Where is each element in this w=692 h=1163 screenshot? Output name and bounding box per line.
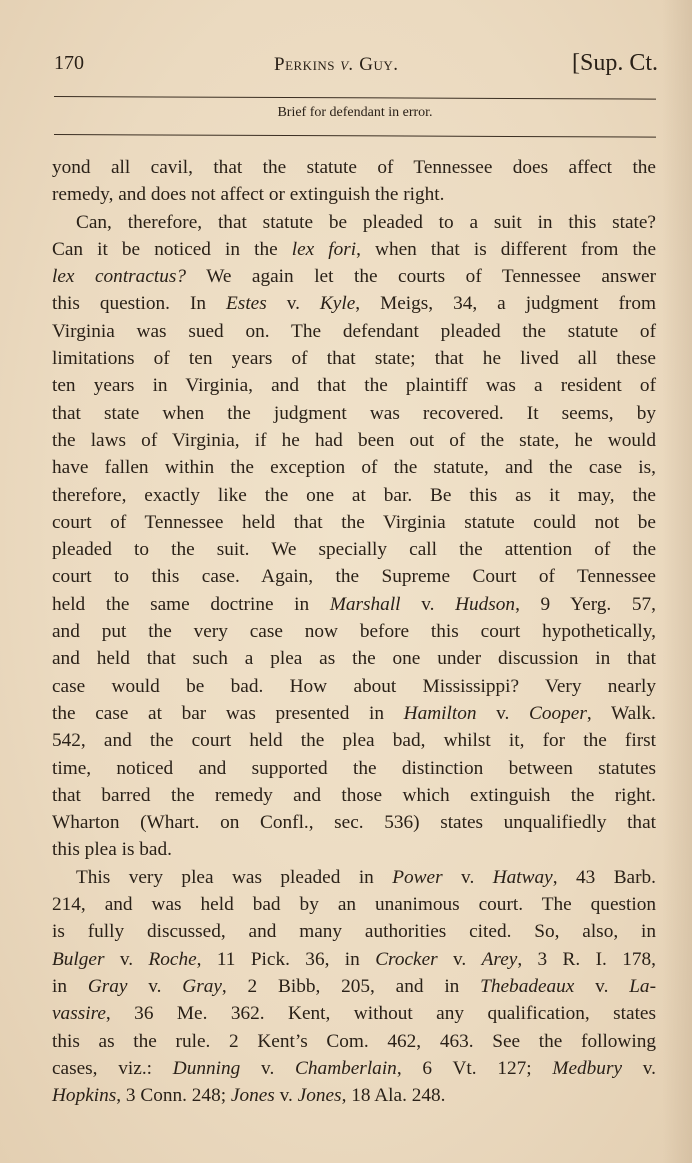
- text-line: [52, 427, 656, 454]
- text-line: [52, 209, 656, 236]
- text-segment: time, noticed and supported the distinction between statutes: [52, 757, 656, 779]
- text-segment: v.: [400, 593, 456, 615]
- text-line: [52, 1055, 656, 1082]
- court-label: [Sup. Ct.: [571, 50, 658, 76]
- text-segment: , 36 Me. 362. Kent, without any qualification, states: [105, 1003, 656, 1025]
- text-segment: , 2 Bibb, 205, and in: [221, 975, 481, 997]
- text-segment: v.: [240, 1057, 296, 1079]
- text-line: [52, 482, 656, 509]
- text-segment: , 11 Pick. 36, in: [196, 948, 376, 970]
- text-segment: 214, and was held bad by an unanimous court. The question: [52, 894, 656, 916]
- text-line: [52, 645, 656, 672]
- text-segment: v.: [104, 948, 149, 970]
- text-line: [52, 1000, 656, 1027]
- text-segment: the case at bar was presented in: [52, 702, 404, 724]
- page-number: 170: [54, 52, 84, 74]
- italic-text: Roche: [148, 948, 197, 970]
- text-segment: Wharton (Whart. on Confl., sec. 536) states unqualifiedly that: [52, 812, 656, 834]
- italic-text: Marshall: [329, 593, 401, 615]
- text-line: [52, 864, 656, 891]
- text-segment: court of Tennessee held that the Virginia statute could not be: [52, 511, 656, 533]
- text-line: [52, 345, 656, 372]
- italic-text: Bulger: [52, 948, 105, 970]
- text-line: [52, 727, 656, 754]
- text-segment: therefore, exactly like the one at bar. Be this as it may, the: [52, 484, 656, 506]
- text-segment: this plea is bad.: [52, 839, 172, 861]
- italic-text: Kyle: [319, 293, 356, 315]
- italic-text: Hatway: [492, 866, 553, 888]
- italic-text: La-: [629, 975, 656, 997]
- text-line: [52, 1082, 656, 1109]
- text-segment: , 43 Barb.: [552, 866, 656, 888]
- paragraph: [52, 154, 656, 209]
- paragraph: [52, 864, 656, 1110]
- text-segment: Can it be noticed in the: [52, 238, 292, 260]
- body-text: [52, 154, 656, 1109]
- running-head: [54, 48, 658, 82]
- text-line: [52, 290, 656, 317]
- text-segment: v.: [442, 866, 493, 888]
- text-segment: ten years in Virginia, and that the plaintiff was a resident of: [52, 375, 656, 397]
- text-segment: in: [52, 975, 88, 997]
- text-line: [52, 263, 656, 290]
- text-segment: court to this case. Again, the Supreme Court of Tennessee: [52, 566, 656, 588]
- text-line: [52, 536, 656, 563]
- text-segment: This very plea was pleaded in: [76, 866, 393, 888]
- text-segment: , Meigs, 34, a judgment from: [355, 293, 656, 315]
- italic-text: Hamilton: [403, 702, 477, 724]
- text-line: [52, 700, 656, 727]
- text-segment: and put the very case now before this court hypothetically,: [52, 621, 656, 643]
- case-title-versus: v.: [340, 54, 354, 75]
- text-line: [52, 809, 656, 836]
- case-title: [274, 54, 398, 76]
- text-segment: remedy, and does not affect or extinguish the right.: [52, 184, 445, 206]
- text-segment: case would be bad. How about Mississippi? Very nearly: [52, 675, 656, 697]
- text-segment: v.: [274, 1085, 298, 1107]
- text-line: [52, 509, 656, 536]
- text-line: [52, 154, 656, 181]
- text-segment: , 3 Conn. 248;: [116, 1085, 231, 1107]
- case-title-defendant: Guy.: [359, 54, 399, 75]
- italic-text: Estes: [226, 293, 267, 315]
- header-rule-top: [54, 96, 656, 100]
- italic-text: Dunning: [172, 1057, 241, 1079]
- text-segment: that state when the judgment was recovered. It seems, by: [52, 402, 656, 424]
- italic-text: Chamberlain: [295, 1057, 397, 1079]
- italic-text: Crocker: [375, 948, 438, 970]
- text-line: [52, 372, 656, 399]
- text-segment: Can, therefore, that statute be pleaded to a suit in this state?: [76, 211, 656, 233]
- text-line: [52, 836, 656, 863]
- text-line: [52, 591, 656, 618]
- text-segment: cases, viz.:: [52, 1057, 173, 1079]
- text-line: [52, 236, 656, 263]
- text-segment: We again let the courts of Tennessee answer: [186, 266, 656, 288]
- text-segment: , 6 Vt. 127;: [396, 1057, 553, 1079]
- section-subheading: Brief for defendant in error.: [277, 105, 433, 120]
- italic-text: lex fori: [291, 238, 357, 260]
- text-segment: v.: [266, 293, 320, 315]
- italic-text: lex contractus?: [52, 266, 187, 288]
- text-segment: , 18 Ala. 248.: [341, 1085, 446, 1107]
- text-line: [52, 755, 656, 782]
- text-line: [52, 563, 656, 590]
- text-line: [52, 618, 656, 645]
- text-segment: pleaded to the suit. We specially call the attention of the: [52, 539, 656, 561]
- page-edge-shadow: [662, 0, 692, 1163]
- text-line: [52, 318, 656, 345]
- text-segment: held the same doctrine in: [52, 593, 330, 615]
- italic-text: Arey: [481, 948, 518, 970]
- italic-text: Jones: [230, 1085, 275, 1107]
- text-segment: v.: [437, 948, 482, 970]
- text-segment: limitations of ten years of that state; that he lived all these: [52, 348, 656, 370]
- text-segment: this as the rule. 2 Kent’s Com. 462, 463. See the following: [52, 1030, 656, 1052]
- italic-text: Power: [392, 866, 443, 888]
- text-segment: , when that is different from the: [356, 238, 657, 260]
- header-rule-bottom: [54, 134, 656, 138]
- text-line: [52, 918, 656, 945]
- italic-text: Hudson: [455, 593, 516, 615]
- text-segment: v.: [127, 975, 183, 997]
- text-line: [52, 454, 656, 481]
- text-segment: , 3 R. I. 178,: [517, 948, 656, 970]
- italic-text: Medbury: [552, 1057, 623, 1079]
- text-line: [52, 973, 656, 1000]
- text-segment: this question. In: [52, 293, 227, 315]
- text-segment: is fully discussed, and many authorities cited. So, also, in: [52, 921, 656, 943]
- text-segment: v.: [622, 1057, 656, 1079]
- text-segment: have fallen within the exception of the statute, and the case is,: [52, 457, 656, 479]
- italic-text: Gray: [182, 975, 222, 997]
- text-segment: v.: [574, 975, 630, 997]
- italic-text: Jones: [297, 1085, 342, 1107]
- italic-text: Gray: [87, 975, 128, 997]
- italic-text: Hopkins: [52, 1085, 117, 1107]
- text-segment: that barred the remedy and those which extinguish the right.: [52, 784, 656, 806]
- case-title-plaintiff: Perkins: [274, 54, 336, 75]
- text-segment: and held that such a plea as the one under discussion in that: [52, 648, 656, 670]
- text-line: [52, 400, 656, 427]
- text-segment: yond all cavil, that the statute of Tennessee does affect the: [52, 157, 656, 178]
- text-segment: the laws of Virginia, if he had been out of the state, he would: [52, 429, 656, 451]
- text-line: [52, 782, 656, 809]
- text-segment: , Walk.: [586, 702, 656, 724]
- text-segment: Virginia was sued on. The defendant pleaded the statute of: [52, 320, 656, 342]
- text-line: [52, 946, 656, 973]
- text-segment: v.: [476, 702, 529, 724]
- text-line: [52, 673, 656, 700]
- italic-text: Thebadeaux: [480, 975, 575, 997]
- italic-text: vassire: [52, 1003, 106, 1025]
- text-line: [52, 891, 656, 918]
- text-line: [52, 1028, 656, 1055]
- text-segment: , 9 Yerg. 57,: [515, 593, 656, 615]
- paragraph: [52, 209, 656, 864]
- text-line: [52, 181, 656, 208]
- text-segment: 542, and the court held the plea bad, whilst it, for the first: [52, 730, 656, 752]
- italic-text: Cooper: [529, 702, 587, 724]
